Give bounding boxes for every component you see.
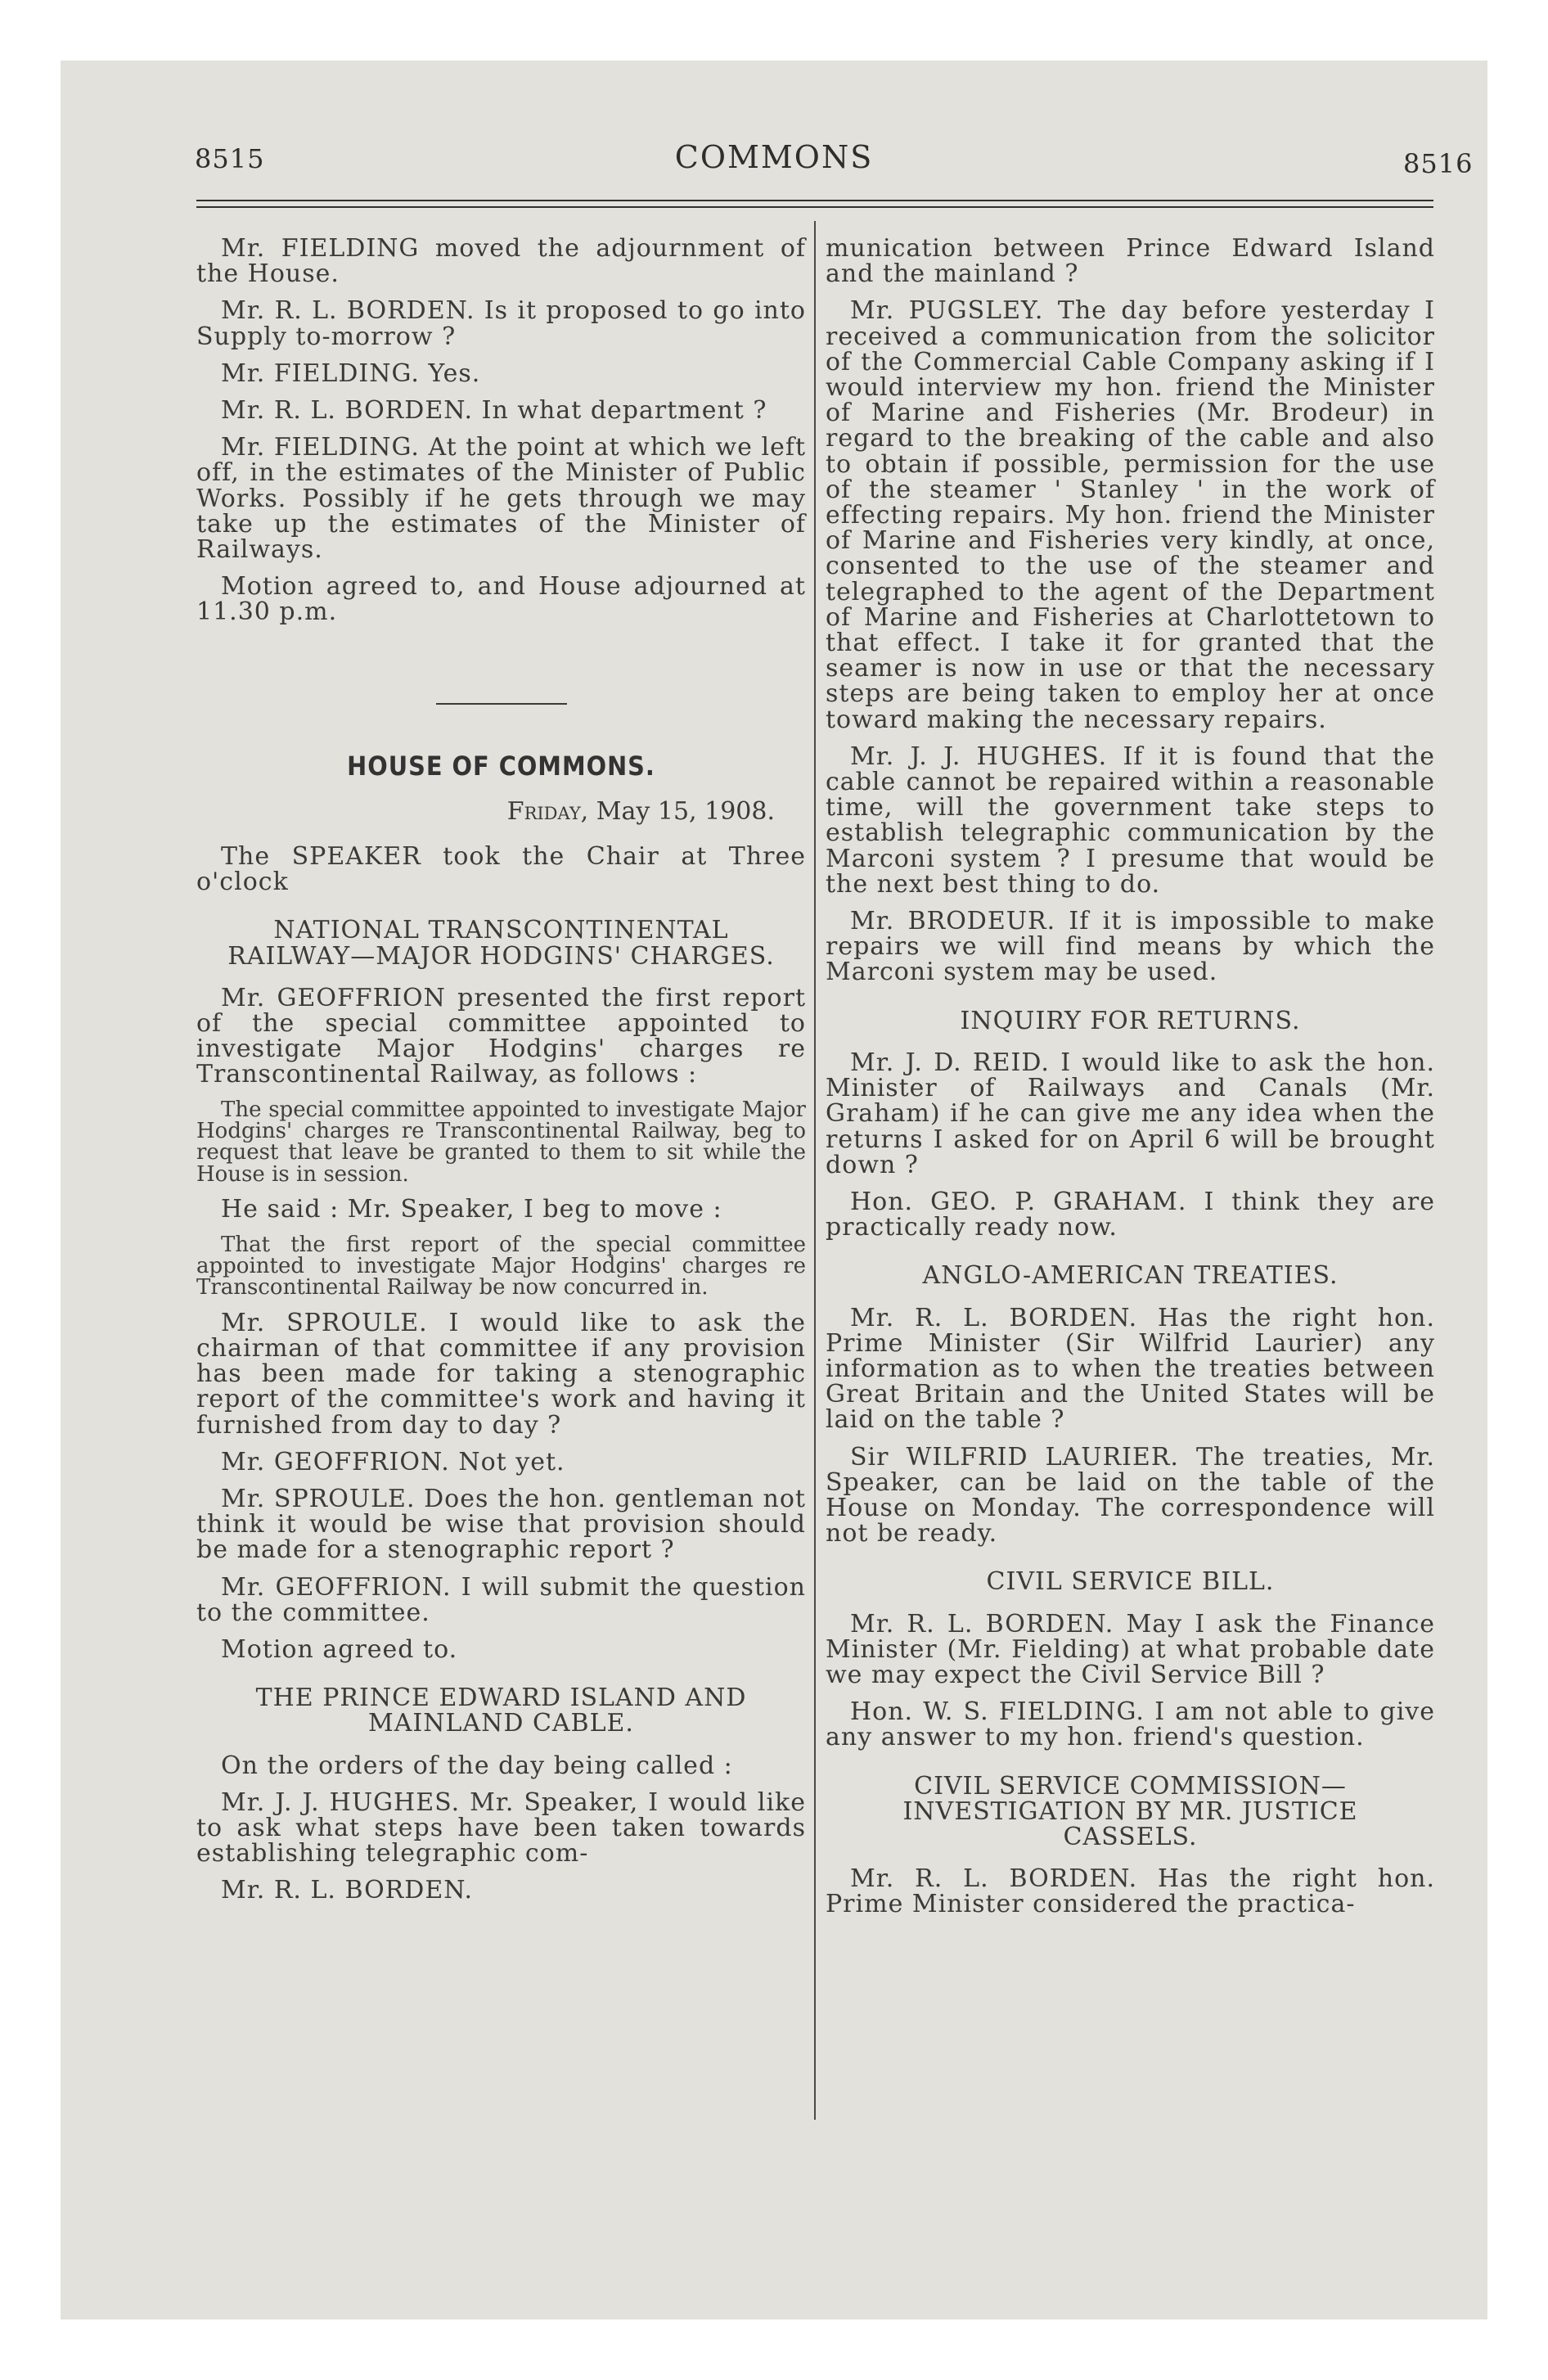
paragraph: Mr. J. J. HUGHES. Mr. Speaker, I would like to ask what steps have been taken towards establishing telegraphic com- (196, 1787, 806, 1868)
paragraph: Mr. FIELDING moved the adjournment of the House. (196, 234, 806, 289)
quoted-report: The special committee appointed to investigate Major Hodgins' charges re Transcontinental Railway, beg to request that leave be granted to them to sit while the House is in session. (196, 1097, 806, 1187)
paragraph: Mr. SPROULE. Does the hon. gentleman not think it would be wise that provision should be made for a stenographic report ? (196, 1484, 806, 1565)
paragraph: Mr. J. J. HUGHES. If it is found that the cable cannot be repaired within a reasonable time, will the government take steps to establish telegraphic communication by the Marconi system ? I presume that would be the next best thing to do. (826, 741, 1435, 899)
header-rule-top (196, 200, 1433, 201)
paragraph: Hon. GEO. P. GRAHAM. I think they are practically ready now. (826, 1187, 1435, 1242)
paragraph: Motion agreed to. (221, 1634, 458, 1664)
paragraph: Mr. R. L. BORDEN. Has the right hon. Prime Minister (Sir Wilfrid Laurier) any information as to when the treaties between Great Britain and the United States will be laid on the table ? (826, 1303, 1435, 1435)
paragraph: Mr. R. L. BORDEN. (221, 1876, 474, 1905)
date-rest: May 15, 1908. (588, 796, 775, 826)
paragraph: Mr. J. D. REID. I would like to ask the hon. Minister of Railways and Canals (Mr. Graham) if he can give me any idea when the returns I asked for on April 6 will be brought down ? (826, 1048, 1435, 1179)
section-heading: THE PRINCE EDWARD ISLAND AND MAINLAND CABLE. (255, 1684, 747, 1738)
header-rule-bottom (196, 206, 1433, 208)
paragraph: On the orders of the day being called : (221, 1751, 733, 1780)
right-column (826, 236, 1435, 1929)
house-heading: HOUSE OF COMMONS. (347, 750, 655, 782)
section-heading: ANGLO-AMERICAN TREATIES. (922, 1261, 1339, 1291)
page-number-left: 8515 (195, 143, 265, 174)
paragraph: Mr. SPROULE. I would like to ask the chairman of that committee if any provision has been made for taking a stenographic report of the committee's work and having it furnished from day to day ? (196, 1308, 806, 1440)
paragraph: Motion agreed to, and House adjourned at 11.30 p.m. (196, 572, 806, 627)
section-heading: INQUIRY FOR RETURNS. (960, 1006, 1301, 1035)
paragraph: Mr. R. L. BORDEN. May I ask the Finance Minister (Mr. Fielding) at what probable date we may expect the Civil Service Bill ? (826, 1609, 1435, 1689)
paragraph: Mr. FIELDING. At the point at which we left off, in the estimates of the Minister of Public Works. Possibly if he gets through we may take up the estimates of the Minister of Railways. (196, 433, 806, 565)
paragraph: Mr. R. L. BORDEN. Is it proposed to go into Supply to-morrow ? (196, 296, 806, 351)
column-divider (814, 221, 816, 2120)
paragraph: Mr. GEOFFRION. Not yet. (221, 1447, 565, 1476)
paragraph: Mr. R. L. BORDEN. Has the right hon. Prime Minister considered the practica- (826, 1864, 1435, 1919)
paragraph: Mr. BRODEUR. If it is impossible to make repairs we will find means by which the Marconi system may be used. (826, 907, 1435, 987)
paragraph: Mr. PUGSLEY. The day before yesterday I received a communication from the solicitor of the Commercial Cable Company asking if I would interview my hon. friend the Minister of Marine and Fisheries (Mr. Brodeur) in regard to the breaking of the cable and also to obtain if possible, permission for the use of the steamer ' Stanley ' in the work of effecting repairs. My hon. friend the Minister of Marine and Fisheries very kindly, at once, consented to the use of the steamer and telegraphed to the agent of the Department of Marine and Fisheries at Charlottetown to that effect. I take it for granted that the seamer is now in use or that the necessary steps are being taken to employ her at once toward making the necessary repairs. (826, 296, 1435, 734)
section-heading: CIVIL SERVICE COMMISSION—INVESTIGATION BY MR. JUSTICE CASSELS. (902, 1771, 1358, 1851)
section-separator (436, 703, 567, 705)
paragraph: Mr. GEOFFRION. I will submit the question to the committee. (196, 1572, 806, 1627)
running-header-title: COMMONS (674, 139, 874, 175)
section-heading: NATIONAL TRANSCONTINENTAL RAILWAY—MAJOR HODGINS' CHARGES. (227, 916, 775, 971)
date-day: Friday, (506, 796, 589, 826)
paragraph-continued: munication between Prince Edward Island and the mainland ? (826, 234, 1435, 289)
left-column (196, 236, 806, 1915)
sitting-date (196, 796, 775, 826)
paragraph: Mr. GEOFFRION presented the first report of the special committee appointed to investigate Major Hodgins' charges re Transcontinental Railway, as follows : (196, 983, 806, 1089)
paragraph: Hon. W. S. FIELDING. I am not able to give any answer to my hon. friend's question. (826, 1697, 1435, 1752)
paragraph: Mr. FIELDING. Yes. (221, 358, 481, 388)
paragraph: Mr. R. L. BORDEN. In what department ? (221, 396, 767, 426)
paragraph: Sir WILFRID LAURIER. The treaties, Mr. Speaker, can be laid on the table of the House on Monday. The correspondence will not be ready. (826, 1442, 1435, 1548)
page-number-right: 8516 (1403, 148, 1474, 179)
paragraph: The SPEAKER took the Chair at Three o'clock (196, 842, 806, 897)
section-heading: CIVIL SERVICE BILL. (986, 1567, 1275, 1597)
quoted-motion: That the first report of the special committee appointed to investigate Major Hodgins' charges re Transcontinental Railway be now concurred in. (196, 1232, 806, 1300)
paragraph: He said : Mr. Speaker, I beg to move : (221, 1195, 722, 1224)
